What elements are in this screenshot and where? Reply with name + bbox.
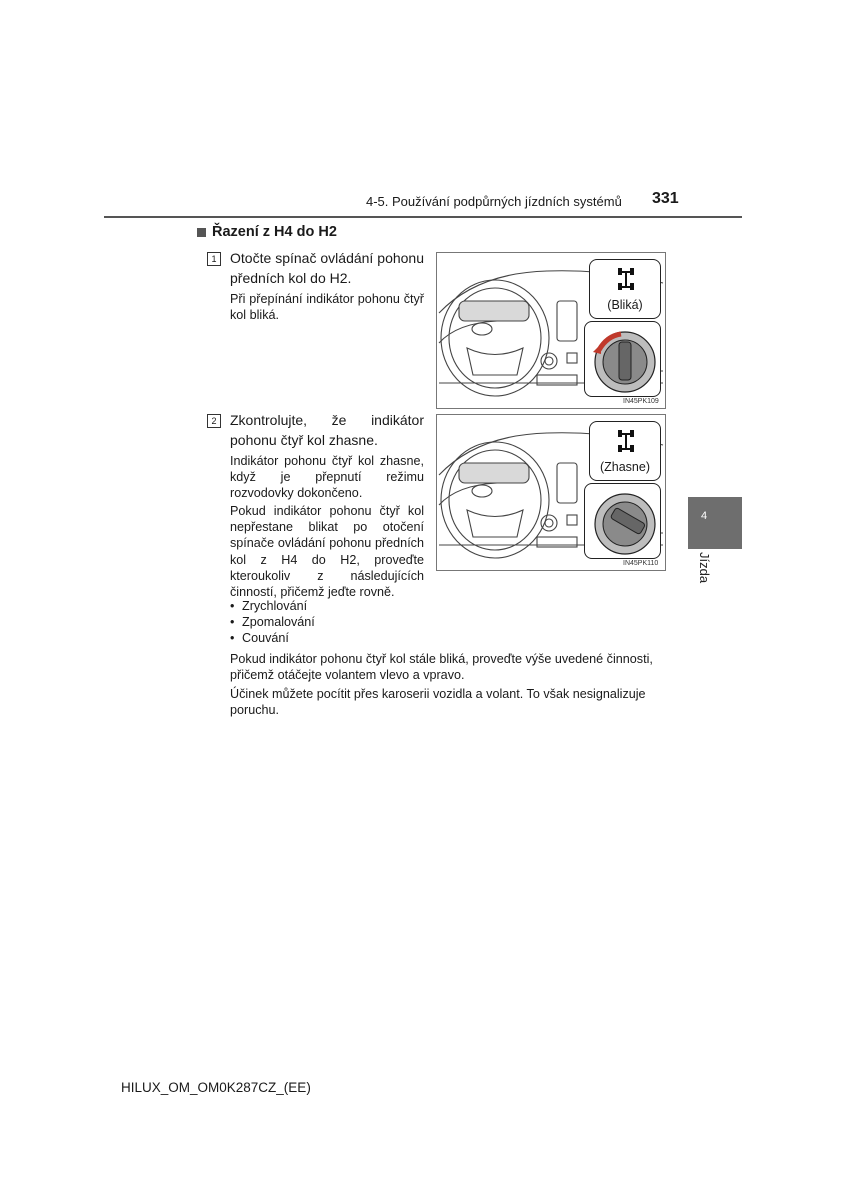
figure-code-1: IN45PK109 xyxy=(623,398,659,405)
step-1-note: Při přepínání indikátor pohonu čtyř kol bliká. xyxy=(230,292,424,323)
switch-callout-1 xyxy=(584,321,661,397)
chapter-number: 4 xyxy=(700,510,708,522)
heading-square-icon xyxy=(197,228,206,237)
step-2-note-1: Indikátor pohonu čtyř kol zhasne, když je přepnutí režimu rozvodovky dokončeno. xyxy=(230,454,424,501)
list-item: • Couvání xyxy=(230,630,424,646)
front-drive-switch-icon xyxy=(585,484,660,558)
indicator-state-label-2: (Zhasne) xyxy=(599,460,651,474)
four-wheel-drive-icon xyxy=(617,428,635,454)
step-1-number: 1 xyxy=(207,252,221,266)
four-wheel-drive-icon xyxy=(617,266,635,292)
section-heading xyxy=(197,224,337,240)
paragraph-2: Účinek můžete pocítit přes karoserii vozidla a volant. To však nesignalizuje poruchu. xyxy=(230,687,646,718)
footer-document-code: HILUX_OM_OM0K287CZ_(EE) xyxy=(121,1080,311,1095)
figure-code-2: IN45PK110 xyxy=(623,560,659,567)
figure-step-2 xyxy=(436,414,666,571)
step-2-title: Zkontrolujte, že indikátor pohonu čtyř kol zhasne. xyxy=(230,412,424,448)
switch-callout-2 xyxy=(584,483,661,559)
indicator-callout-1 xyxy=(589,259,661,319)
step-1-title: Otočte spínač ovládání pohonu předních kol do H2. xyxy=(230,250,424,286)
page-number: 331 xyxy=(652,190,679,207)
step-2-number: 2 xyxy=(207,414,221,428)
paragraph-1: Pokud indikátor pohonu čtyř kol stále bliká, proveďte výše uvedené činnosti, přičemž otáčejte volantem vlevo a vpravo. xyxy=(230,652,653,683)
indicator-callout-2 xyxy=(589,421,661,481)
list-item: • Zpomalování xyxy=(230,614,424,630)
list-item: • Zrychlování xyxy=(230,598,424,614)
figure-step-1 xyxy=(436,252,666,409)
indicator-state-label-1: (Bliká) xyxy=(607,298,643,312)
running-header-section: 4-5. Používání podpůrných jízdních systémů xyxy=(366,194,622,209)
front-drive-switch-icon xyxy=(585,322,660,396)
chapter-tab xyxy=(688,497,742,549)
step-2-bullet-list xyxy=(230,598,424,647)
header-rule xyxy=(104,216,742,218)
section-heading-text: Řazení z H4 do H2 xyxy=(212,224,337,240)
chapter-label: Jízda xyxy=(697,552,712,584)
step-2-note-2: Pokud indikátor pohonu čtyř kol nepřestane blikat po otočení spínače ovládání pohonu předních kol z H4 do H2, proveďte kteroukoliv z následujících činností, přičemž jeďte rovně. xyxy=(230,504,424,600)
